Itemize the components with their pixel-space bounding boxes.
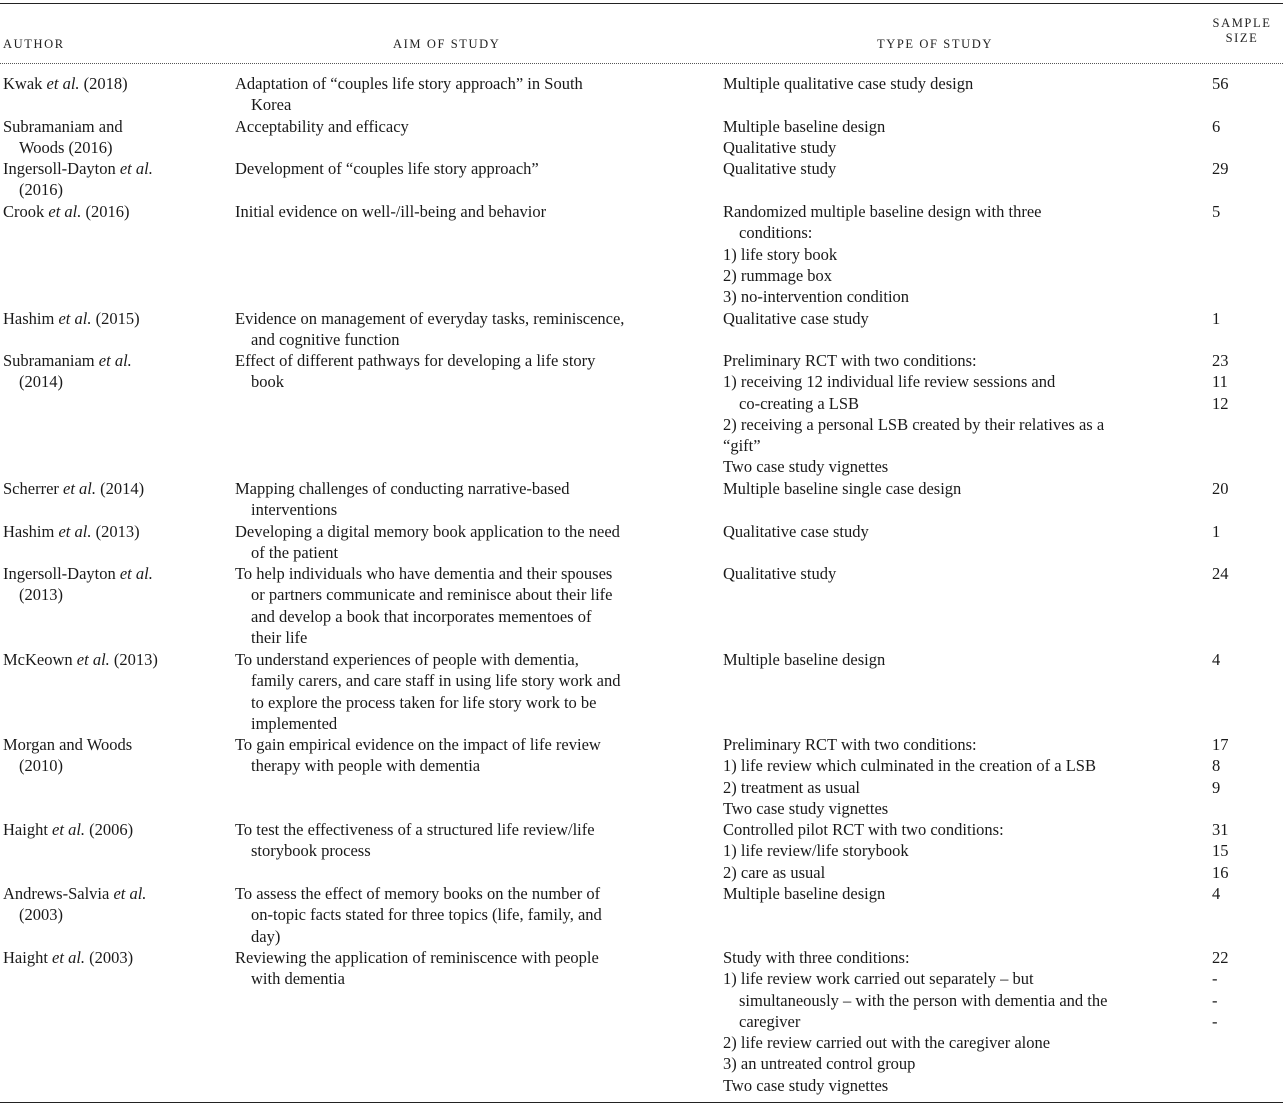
aim-cell-line: or partners communicate and reminisce about their life [251, 585, 613, 605]
type-cell [723, 350, 1193, 478]
type-cell-line: Qualitative study [723, 564, 837, 583]
aim-cell-line: therapy with people with dementia [251, 756, 481, 776]
type-cell-line: Qualitative case study [723, 522, 869, 541]
author-cell [3, 308, 218, 329]
type-cell-line: “gift” [723, 436, 761, 456]
author-cell-line: Ingersoll-Dayton et al. [3, 564, 153, 583]
sample-size-cell [1212, 201, 1272, 222]
et-al-italic: et al. [119, 564, 153, 583]
type-cell-line: Randomized multiple baseline design with three [723, 202, 1042, 221]
aim-cell [235, 201, 690, 222]
sample-size-cell [1212, 116, 1272, 137]
sample-size-cell-line: 8 [1212, 756, 1221, 776]
author-cell-line: Hashim et al. (2015) [3, 309, 140, 328]
author-cell [3, 478, 218, 499]
type-cell [723, 201, 1193, 307]
author-cell-line: Haight et al. (2003) [3, 948, 134, 967]
header-sample-size-line1: SAMPLE [1212, 16, 1272, 30]
type-cell [723, 521, 1193, 542]
type-cell-line: Study with three conditions: [723, 948, 910, 967]
author-cell-line: (2016) [19, 180, 63, 200]
sample-size-cell-line: 5 [1212, 202, 1221, 221]
author-cell-line: Ingersoll-Dayton et al. [3, 159, 153, 178]
type-cell-line: Multiple baseline design [723, 117, 886, 136]
aim-cell [235, 350, 690, 393]
author-cell [3, 649, 218, 670]
sample-size-cell [1212, 350, 1272, 414]
author-cell [3, 883, 218, 926]
type-cell-line: 2) treatment as usual [723, 777, 860, 797]
et-al-italic: et al. [98, 351, 132, 370]
et-al-italic: et al. [46, 74, 80, 93]
type-cell-line: 1) life review work carried out separately – but [723, 969, 1034, 989]
type-cell [723, 734, 1193, 819]
type-cell-line: 1) life review which culminated in the creation of a LSB [723, 756, 1096, 776]
aim-cell-line: To gain empirical evidence on the impact of life review [235, 735, 601, 754]
aim-cell [235, 521, 690, 564]
et-al-italic: et al. [119, 159, 153, 178]
sample-size-cell-line: - [1212, 1011, 1218, 1031]
sample-size-cell [1212, 158, 1272, 179]
author-cell-line: Haight et al. (2006) [3, 820, 134, 839]
aim-cell-line: To help individuals who have dementia and their spouses [235, 564, 613, 583]
type-cell-line: 1) life review/life storybook [723, 841, 909, 861]
type-cell-line: Multiple qualitative case study design [723, 74, 974, 93]
table-top-rule [0, 3, 1283, 4]
et-al-italic: et al. [76, 650, 110, 669]
type-cell-line: 1) life story book [723, 244, 838, 264]
type-cell-line: 2) life review carried out with the caregiver alone [723, 1033, 1051, 1053]
author-cell [3, 73, 218, 94]
type-cell-line: Qualitative case study [723, 309, 869, 328]
type-cell-line: co-creating a LSB [739, 393, 860, 413]
aim-cell [235, 563, 690, 648]
type-cell [723, 158, 1193, 179]
sample-size-cell-line: 4 [1212, 884, 1221, 903]
author-cell-line: Scherrer et al. (2014) [3, 479, 145, 498]
header-author: AUTHOR [3, 37, 65, 51]
header-type-of-study: TYPE OF STUDY [877, 37, 993, 51]
type-cell-line: 1) receiving 12 individual life review sessions and [723, 372, 1056, 392]
aim-cell-line: their life [251, 627, 308, 647]
type-cell [723, 563, 1193, 584]
aim-cell [235, 308, 690, 351]
sample-size-cell [1212, 819, 1272, 883]
aim-cell-line: book [251, 372, 284, 392]
type-cell [723, 649, 1193, 670]
aim-cell-line: To understand experiences of people with dementia, [235, 650, 579, 669]
author-cell [3, 116, 218, 159]
sample-size-cell-line: 20 [1212, 479, 1229, 498]
type-cell [723, 478, 1193, 499]
author-cell-line: Woods (2016) [19, 138, 113, 158]
type-cell-line: Controlled pilot RCT with two conditions: [723, 820, 1004, 839]
sample-size-cell [1212, 649, 1272, 670]
type-cell-line: Preliminary RCT with two conditions: [723, 351, 977, 370]
sample-size-cell-line: 23 [1212, 351, 1229, 370]
sample-size-cell [1212, 521, 1272, 542]
aim-cell-line: Mapping challenges of conducting narrative-based [235, 479, 570, 498]
sample-size-cell [1212, 883, 1272, 904]
author-cell-line: Crook et al. (2016) [3, 202, 130, 221]
aim-cell-line: of the patient [251, 543, 339, 563]
type-cell-line: conditions: [739, 223, 813, 243]
author-cell [3, 350, 218, 393]
type-cell-line: 3) no-intervention condition [723, 287, 910, 307]
author-cell [3, 819, 218, 840]
type-cell-line: Multiple baseline design [723, 650, 886, 669]
sample-size-cell-line: 11 [1212, 372, 1228, 392]
et-al-italic: et al. [48, 202, 82, 221]
type-cell [723, 116, 1193, 159]
aim-cell-line: and cognitive function [251, 330, 400, 350]
sample-size-cell-line: 1 [1212, 309, 1221, 328]
sample-size-cell-line: - [1212, 990, 1218, 1010]
aim-cell-line: family carers, and care staff in using life story work and [251, 671, 621, 691]
type-cell-line: Qualitative study [723, 159, 837, 178]
sample-size-cell [1212, 947, 1272, 1032]
author-cell [3, 947, 218, 968]
type-cell-line: caregiver [739, 1011, 801, 1031]
author-cell-line: Andrews-Salvia et al. [3, 884, 147, 903]
aim-cell-line: interventions [251, 500, 338, 520]
author-cell-line: (2014) [19, 372, 63, 392]
type-cell [723, 819, 1193, 883]
sample-size-cell-line: 16 [1212, 862, 1229, 882]
aim-cell-line: implemented [251, 713, 338, 733]
type-cell [723, 308, 1193, 329]
sample-size-cell-line: 9 [1212, 777, 1221, 797]
author-cell-line: Hashim et al. (2013) [3, 522, 140, 541]
et-al-italic: et al. [63, 479, 97, 498]
aim-cell-line: Evidence on management of everyday tasks, reminiscence, [235, 309, 625, 328]
sample-size-cell [1212, 478, 1272, 499]
aim-cell [235, 947, 690, 990]
sample-size-cell-line: 22 [1212, 948, 1229, 967]
header-sample-size [1209, 16, 1275, 46]
type-cell-line: Two case study vignettes [723, 457, 889, 477]
aim-cell-line: Effect of different pathways for developing a life story [235, 351, 596, 370]
type-cell-line: Preliminary RCT with two conditions: [723, 735, 977, 754]
sample-size-cell-line: 15 [1212, 841, 1229, 861]
aim-cell [235, 734, 690, 777]
type-cell [723, 947, 1193, 1096]
sample-size-cell-line: 24 [1212, 564, 1229, 583]
aim-cell-line: storybook process [251, 841, 371, 861]
author-cell-line: Kwak et al. (2018) [3, 74, 128, 93]
sample-size-cell-line: 1 [1212, 522, 1221, 541]
et-al-italic: et al. [113, 884, 147, 903]
table-bottom-rule [0, 1102, 1283, 1103]
aim-cell-line: Adaptation of “couples life story approach” in South [235, 74, 583, 93]
type-cell-line: Two case study vignettes [723, 798, 889, 818]
type-cell-line: 3) an untreated control group [723, 1054, 916, 1074]
aim-cell [235, 649, 690, 734]
sample-size-cell-line: 4 [1212, 650, 1221, 669]
type-cell [723, 73, 1193, 94]
aim-cell-line: Initial evidence on well-/ill-being and behavior [235, 202, 547, 221]
author-cell-line: (2003) [19, 905, 63, 925]
aim-cell-line: Reviewing the application of reminiscence with people [235, 948, 599, 967]
sample-size-cell-line: 29 [1212, 159, 1229, 178]
header-aim-of-study: AIM OF STUDY [393, 37, 501, 51]
aim-cell-line: To assess the effect of memory books on the number of [235, 884, 601, 903]
header-sample-size-line2: SIZE [1225, 31, 1259, 45]
aim-cell-line: with dementia [251, 969, 345, 989]
et-al-italic: et al. [58, 309, 92, 328]
sample-size-cell-line: - [1212, 969, 1218, 989]
aim-cell [235, 73, 690, 116]
sample-size-cell-line: 56 [1212, 74, 1229, 93]
author-cell [3, 563, 218, 606]
author-cell [3, 201, 218, 222]
sample-size-cell-line: 6 [1212, 117, 1221, 136]
author-cell-line: Subramaniam et al. [3, 351, 132, 370]
aim-cell-line: day) [251, 926, 281, 946]
author-cell-line: McKeown et al. (2013) [3, 650, 158, 669]
type-cell-line: 2) receiving a personal LSB created by their relatives as a [723, 414, 1105, 434]
type-cell-line: Qualitative study [723, 138, 837, 158]
aim-cell-line: To test the effectiveness of a structured life review/life [235, 820, 595, 839]
sample-size-cell-line: 12 [1212, 393, 1229, 413]
sample-size-cell-line: 17 [1212, 735, 1229, 754]
type-cell-line: simultaneously – with the person with dementia and the [739, 990, 1108, 1010]
aim-cell-line: Development of “couples life story approach” [235, 159, 539, 178]
aim-cell [235, 478, 690, 521]
header-divider-rule [0, 63, 1283, 64]
aim-cell-line: Acceptability and efficacy [235, 117, 409, 136]
author-cell-line: Morgan and Woods [3, 735, 133, 754]
author-cell-line: (2010) [19, 756, 63, 776]
type-cell [723, 883, 1193, 904]
type-cell-line: 2) care as usual [723, 862, 826, 882]
aim-cell [235, 158, 690, 179]
type-cell-line: Multiple baseline single case design [723, 479, 962, 498]
aim-cell-line: on-topic facts stated for three topics (life, family, and [251, 905, 602, 925]
sample-size-cell-line: 31 [1212, 820, 1229, 839]
author-cell [3, 521, 218, 542]
aim-cell [235, 883, 690, 947]
et-al-italic: et al. [52, 948, 86, 967]
author-cell-line: (2013) [19, 585, 63, 605]
type-cell-line: Two case study vignettes [723, 1075, 889, 1095]
aim-cell [235, 116, 690, 137]
aim-cell-line: Developing a digital memory book application to the need [235, 522, 620, 541]
sample-size-cell [1212, 734, 1272, 798]
aim-cell-line: to explore the process taken for life story work to be [251, 692, 597, 712]
author-cell-line: Subramaniam and [3, 117, 123, 136]
aim-cell-line: and develop a book that incorporates mementoes of [251, 606, 592, 626]
type-cell-line: Multiple baseline design [723, 884, 886, 903]
et-al-italic: et al. [52, 820, 86, 839]
author-cell [3, 158, 218, 201]
author-cell [3, 734, 218, 777]
aim-cell [235, 819, 690, 862]
sample-size-cell [1212, 73, 1272, 94]
type-cell-line: 2) rummage box [723, 265, 833, 285]
sample-size-cell [1212, 308, 1272, 329]
aim-cell-line: Korea [251, 95, 292, 115]
sample-size-cell [1212, 563, 1272, 584]
et-al-italic: et al. [58, 522, 92, 541]
